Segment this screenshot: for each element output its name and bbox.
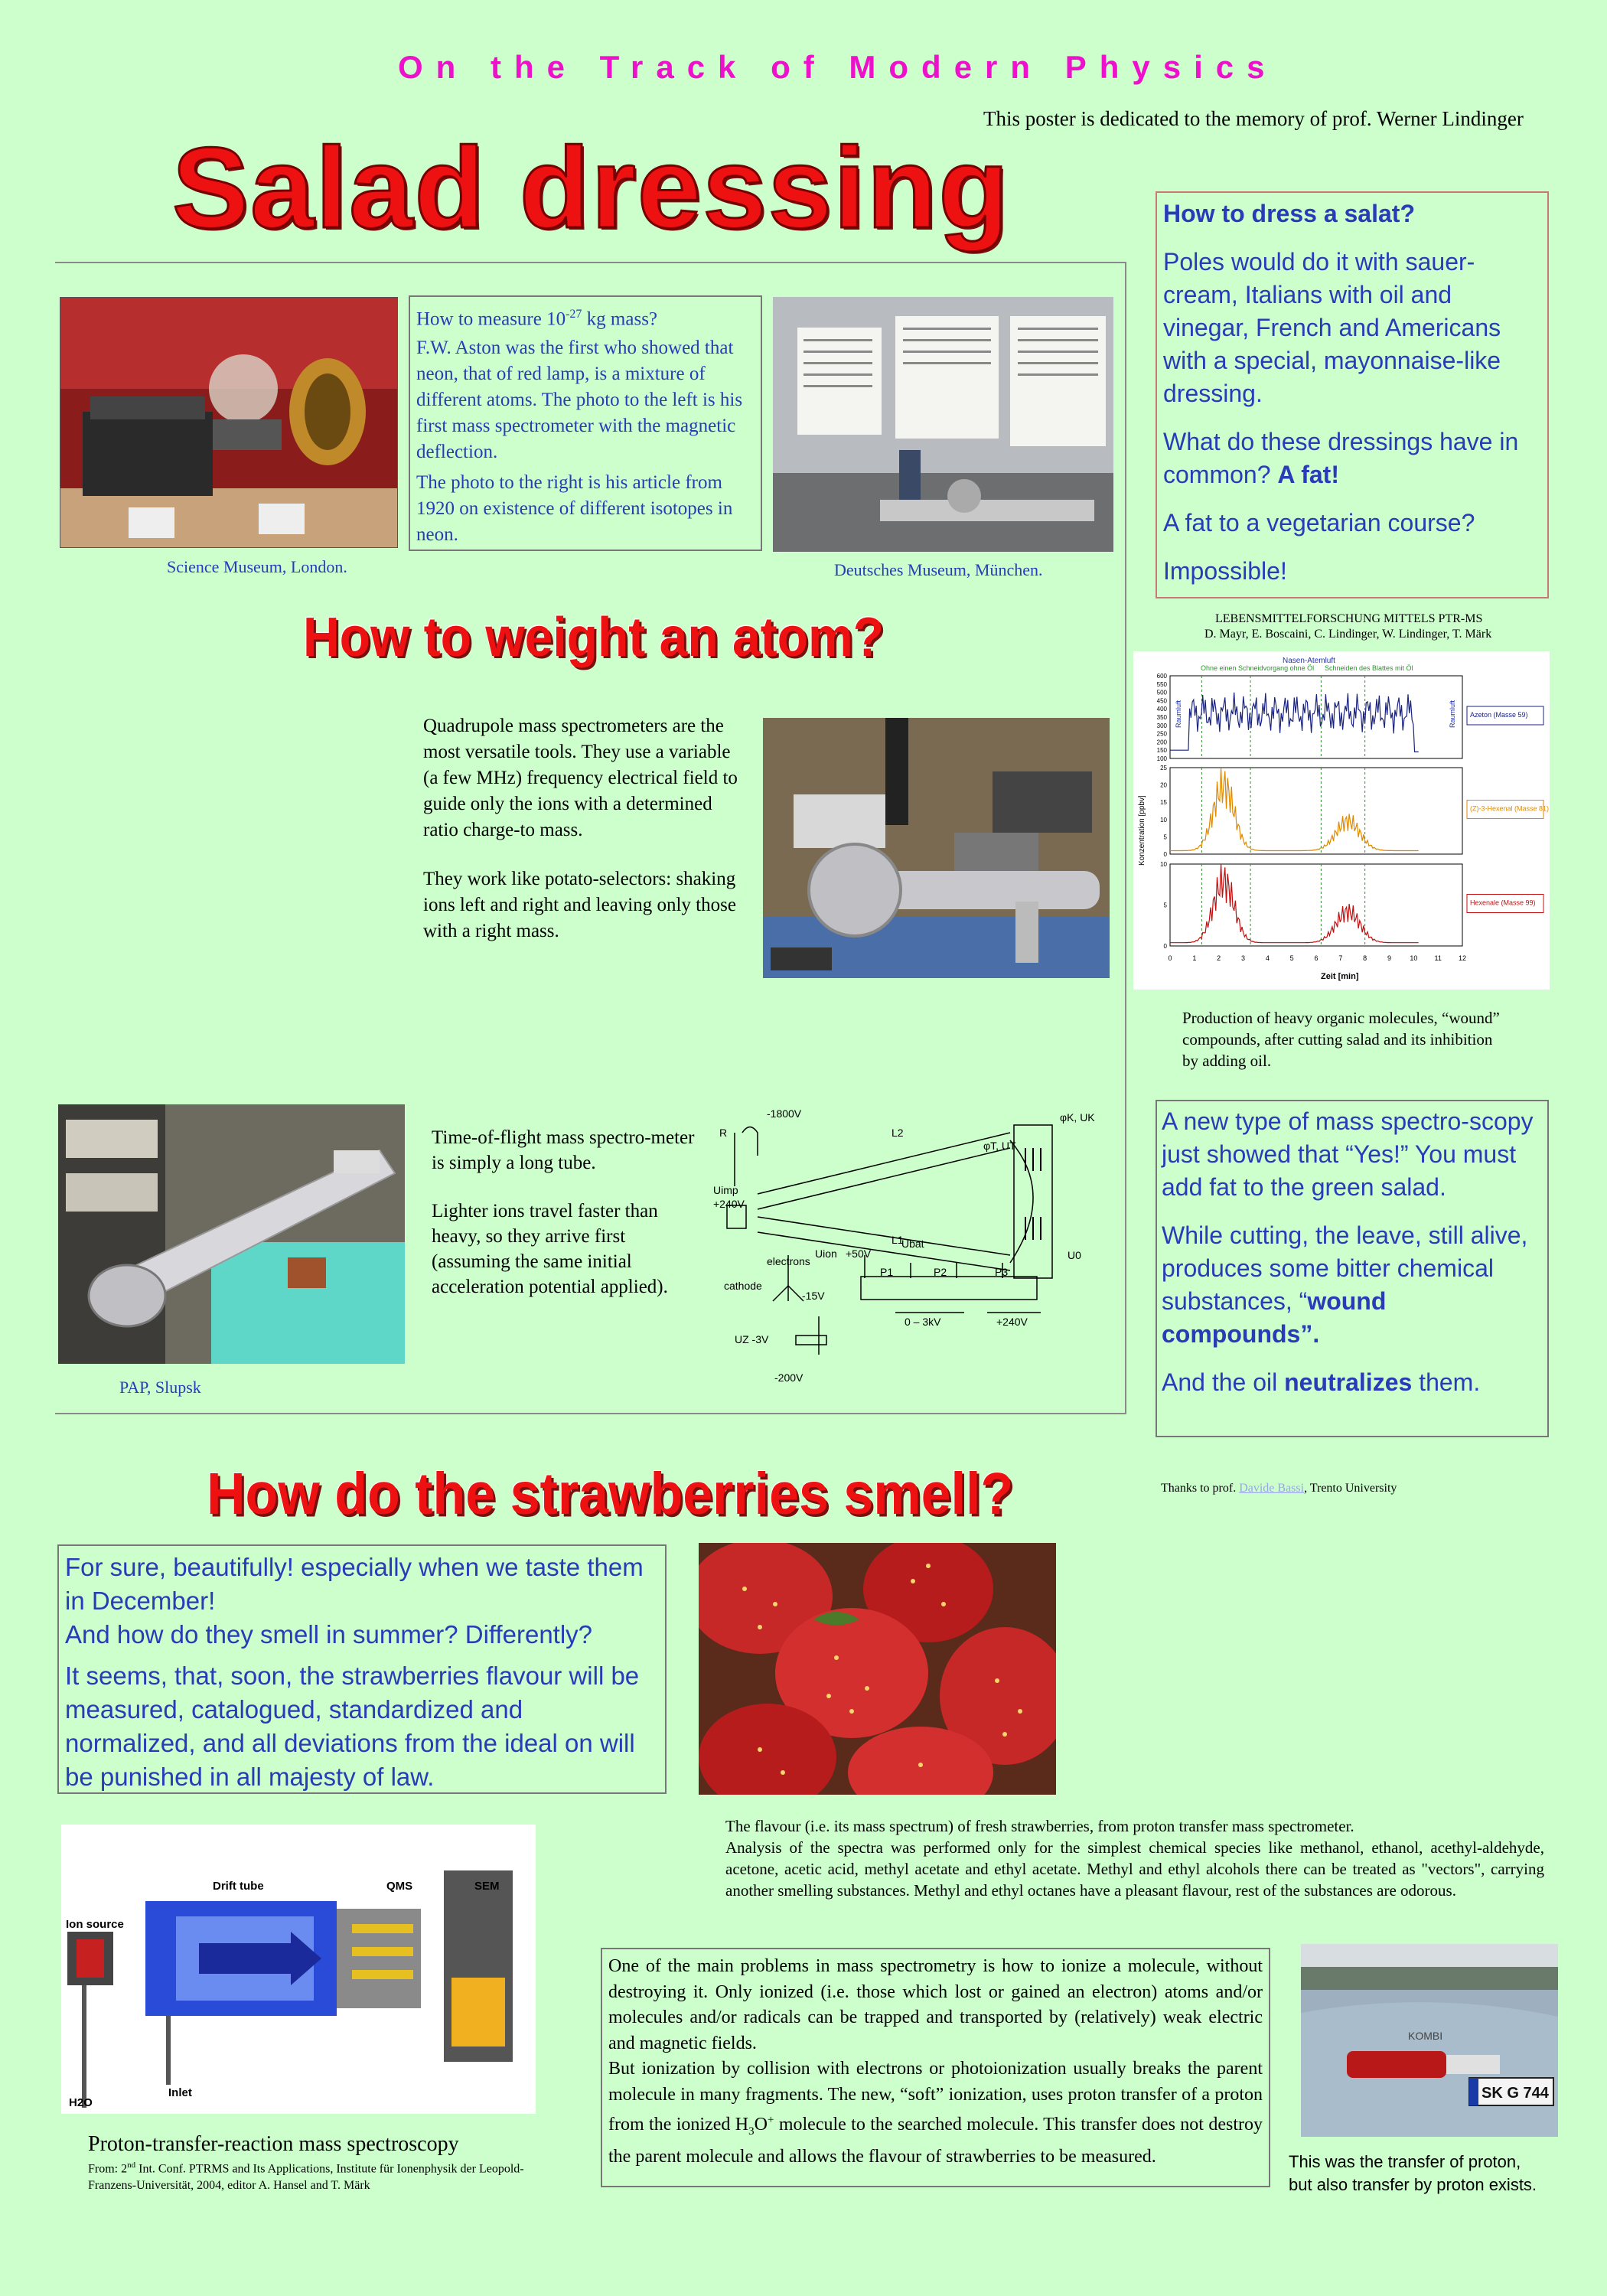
tof-l1: L1 bbox=[892, 1234, 904, 1246]
yes-p3-pre: And the oil bbox=[1162, 1368, 1285, 1396]
chart-xtick-label: 10 bbox=[1410, 954, 1418, 962]
chart-xlabel: Zeit [min] bbox=[1321, 972, 1359, 981]
tof-p1: Time-of-flight mass spectro-meter is simply a long tube. bbox=[432, 1127, 695, 1173]
chart-ytick-label: 600 bbox=[1156, 673, 1167, 680]
aston-q-exp: -27 bbox=[566, 308, 582, 321]
ptr-from-post: Int. Conf. PTRMS and Its Applications, Institute für Ionenphysik der Leopold-Franzens-Universität, 2004, editor A. Hansel and T. Märk bbox=[88, 2162, 524, 2193]
chart-caption: Production of heavy organic molecules, “wound” compounds, after cutting salad and its inhibition by adding oil. bbox=[1182, 1009, 1500, 1070]
chart-ytick-label: 450 bbox=[1156, 697, 1167, 705]
chart-xtick-label: 9 bbox=[1387, 954, 1392, 962]
chart-panel-frame bbox=[1170, 676, 1462, 758]
aston-question bbox=[416, 302, 755, 332]
ionize-p1: One of the main problems in mass spectrometry is how to ionize a molecule, without destroying it. Only ionized (i.e. those which lost or gained an electron) atoms and/or molecules and/or radicals can be trapped and transported by (relatively) weak electric and magnetic fields. bbox=[608, 1956, 1263, 2053]
chart-ylabel: Konzentration [ppbv] bbox=[1138, 795, 1146, 866]
yes-p3-bold: neutralizes bbox=[1284, 1368, 1413, 1396]
strawberry-box bbox=[57, 1544, 667, 1794]
ptrms-chart bbox=[1133, 651, 1550, 990]
car-plate: SK G 744 bbox=[1482, 2085, 1549, 2102]
aston-p2: The photo to the right is his article from 1920 on existence of different isotopes in neon. bbox=[416, 472, 733, 546]
tof-caption: PAP, Slupsk bbox=[119, 1378, 201, 1397]
chart-right-annot: Schneiden des Blattes mit Öl bbox=[1325, 664, 1413, 672]
ptr-from-sup: nd bbox=[127, 2161, 136, 2170]
ionize-p2 bbox=[608, 2056, 1263, 2170]
ptr-title: Proton-transfer-reaction mass spectroscopy bbox=[88, 2132, 459, 2156]
atom-heading: How to weight an atom? bbox=[303, 605, 884, 668]
ptr-qms: QMS bbox=[386, 1880, 413, 1893]
thanks-line bbox=[1161, 1482, 1397, 1495]
chart-ytick-label: 10 bbox=[1160, 816, 1167, 823]
flavour-p1: The flavour (i.e. its mass spectrum) of fresh strawberries, from proton transfer mass spectrometer. bbox=[725, 1817, 1354, 1835]
tof-p2: Lighter ions travel faster than heavy, so they arrive first (assuming the same initial acceleration potential applied). bbox=[432, 1201, 668, 1297]
divider-top bbox=[55, 262, 1126, 263]
chart-ytick-label: 300 bbox=[1156, 722, 1167, 729]
aston-p1: F.W. Aston was the first who showed that neon, that of red lamp, is a mixture of different atoms. The photo to the left is his first mass spectrometer with the magnetic deflection. bbox=[416, 338, 743, 463]
chart-ytick-label: 15 bbox=[1160, 799, 1167, 807]
tof-u0: U0 bbox=[1068, 1249, 1081, 1261]
chart-ytick-label: 0 bbox=[1163, 851, 1167, 858]
ionize-p2-mid: O bbox=[754, 2115, 768, 2135]
chart-xtick-label: 5 bbox=[1289, 954, 1294, 962]
strawberry-p2: And how do they smell in summer? Differently? bbox=[65, 1620, 593, 1649]
quadrupole-photo bbox=[763, 718, 1110, 978]
chart-side-right: Raumluft bbox=[1449, 700, 1456, 728]
caption-deutsches-museum: Deutsches Museum, München. bbox=[834, 560, 1043, 579]
tof-v240a: +240V bbox=[713, 1198, 745, 1210]
aston-text-box bbox=[409, 295, 762, 551]
main-title: Salad dressing bbox=[172, 123, 1011, 252]
quad-p2: They work like potato-selectors: shaking ions left and right and leaving only those with a right mass. bbox=[423, 869, 736, 941]
chart-xtick-label: 2 bbox=[1217, 954, 1221, 962]
ptr-ion-source: Ion source bbox=[66, 1918, 124, 1931]
chart-ytick-label: 25 bbox=[1160, 765, 1167, 771]
tof-v50: +50V bbox=[846, 1247, 872, 1260]
salat-p2-text: What do these dressings have in common? bbox=[1163, 428, 1519, 488]
tof-u-ion: Uion bbox=[815, 1247, 837, 1260]
chart-series-label: Hexenale (Masse 99) bbox=[1470, 899, 1536, 907]
chart-ytick-label: 250 bbox=[1156, 730, 1167, 738]
chart-series-line bbox=[1170, 864, 1419, 943]
yes-p3-post: them. bbox=[1412, 1368, 1481, 1396]
thanks-post: , Trento University bbox=[1304, 1482, 1397, 1495]
chart-ytick-label: 550 bbox=[1156, 680, 1167, 688]
chart-side-left: Raumluft bbox=[1175, 700, 1182, 728]
tof-v200: -200V bbox=[774, 1371, 804, 1384]
ptr-inlet: Inlet bbox=[168, 2086, 192, 2099]
ptr-from-pre: From: 2 bbox=[88, 2162, 128, 2176]
ionize-p2-pre: But ionization by collision with electrons or photoionization usually breaks the parent molecule in many fragments. The new, “soft” ionization, uses proton transfer of a proton from the ionized H bbox=[608, 2059, 1263, 2135]
chart-xtick-label: 12 bbox=[1458, 954, 1467, 962]
tof-l2: L2 bbox=[892, 1127, 904, 1139]
chart-panel-frame bbox=[1170, 768, 1462, 854]
chart-ytick-label: 400 bbox=[1156, 706, 1167, 713]
strawberry-p1: For sure, beautifully! especially when we taste them in December! bbox=[65, 1553, 644, 1615]
strawberries-photo bbox=[699, 1543, 1056, 1795]
chart-top-label: Nasen-Atemluft bbox=[1283, 657, 1335, 665]
yes-p3 bbox=[1162, 1366, 1543, 1399]
chart-ytick-label: 20 bbox=[1160, 781, 1167, 789]
caption-science-museum: Science Museum, London. bbox=[167, 557, 347, 576]
yes-box bbox=[1156, 1100, 1549, 1437]
chart-ytick-label: 5 bbox=[1163, 902, 1167, 909]
chart-title-line1: LEBENSMITTELFORSCHUNG MITTELS PTR-MS bbox=[1215, 612, 1483, 625]
tof-v-phi: φK, UK bbox=[1060, 1111, 1095, 1124]
aston-q-post: kg mass? bbox=[582, 308, 658, 330]
ptr-h2o: H2O bbox=[69, 2096, 93, 2109]
aston-spectrometer-photo bbox=[60, 297, 398, 548]
ptr-source bbox=[88, 2157, 532, 2194]
salat-p4: Impossible! bbox=[1163, 557, 1287, 585]
chart-xtick-label: 7 bbox=[1338, 954, 1343, 962]
strawberry-p3: It seems, that, soon, the strawberries flavour will be measured, catalogued, standardized and normalized, and all deviations from the ideal on will be punished in all majesty of law. bbox=[65, 1662, 640, 1791]
car-caption-2: but also transfer by proton exists. bbox=[1289, 2175, 1537, 2194]
chart-ytick-label: 200 bbox=[1156, 739, 1167, 746]
salat-p3: A fat to a vegetarian course? bbox=[1163, 509, 1475, 536]
tof-p3: P3 bbox=[995, 1266, 1009, 1278]
chart-xtick-label: 8 bbox=[1363, 954, 1367, 962]
quad-text bbox=[423, 713, 745, 944]
ptr-diagram bbox=[61, 1825, 536, 2114]
chart-ytick-label: 350 bbox=[1156, 714, 1167, 721]
tof-diagram bbox=[712, 1102, 1102, 1389]
tof-phi-t: φT, UT bbox=[983, 1140, 1016, 1152]
chart-series-line bbox=[1170, 693, 1419, 752]
tof-cathode: cathode bbox=[724, 1280, 762, 1292]
chart-xtick-label: 6 bbox=[1314, 954, 1319, 962]
ptr-sem: SEM bbox=[474, 1880, 500, 1893]
tof-v240b: +240V bbox=[996, 1316, 1028, 1328]
salat-box bbox=[1156, 191, 1549, 598]
chart-ytick-label: 5 bbox=[1163, 833, 1167, 841]
chart-ytick-label: 100 bbox=[1156, 755, 1167, 762]
divider-vertical bbox=[1125, 262, 1126, 1414]
thanks-pre: Thanks to prof. bbox=[1161, 1482, 1240, 1495]
salat-p1: Poles would do it with sauer-cream, Italians with oil and vinegar, French and Americans with a special, mayonnaise-like dressing. bbox=[1163, 248, 1501, 407]
tof-v03k: 0 – 3kV bbox=[905, 1316, 941, 1328]
chart-xtick-label: 0 bbox=[1168, 954, 1172, 962]
chart-series-line bbox=[1170, 768, 1419, 851]
chart-panel-frame bbox=[1170, 864, 1462, 946]
yes-p2-bold: wound compounds”. bbox=[1162, 1287, 1387, 1348]
chart-series-label: Azeton (Masse 59) bbox=[1470, 711, 1528, 719]
ionize-box bbox=[601, 1948, 1270, 2187]
car-caption-1: This was the transfer of proton, bbox=[1289, 2152, 1521, 2171]
flavour-text bbox=[725, 1815, 1544, 1901]
car-badge: KOMBI bbox=[1408, 2030, 1443, 2042]
ionize-p2-sub: 3 bbox=[748, 2125, 755, 2138]
tof-p2: P2 bbox=[934, 1266, 947, 1278]
flavour-p2: Analysis of the spectra was performed only for the simplest chemical species like methanol, ethanol, acethyl-aldehyde, acetone, acetic acid, methyl acetate and ethyl acetate. Methyl and ethyl alcohols there can be treated as "vectors", carrying another smelling substances. Methyl and ethyl octanes have a pleasant flavour, rest of the substances are odorous. bbox=[725, 1838, 1544, 1900]
salat-p2-bold: A fat! bbox=[1277, 461, 1339, 488]
yes-p1: A new type of mass spectro-scopy just showed that “Yes!” You must add fat to the green salad. bbox=[1162, 1107, 1534, 1201]
salat-title: How to dress a salat? bbox=[1163, 200, 1415, 227]
chart-xtick-label: 1 bbox=[1192, 954, 1197, 962]
chart-ytick-label: 10 bbox=[1160, 861, 1167, 868]
chart-xtick-label: 3 bbox=[1240, 954, 1246, 962]
car-caption bbox=[1289, 2151, 1537, 2197]
chart-ytick-label: 150 bbox=[1156, 747, 1167, 755]
chart-ytick-label: 500 bbox=[1156, 689, 1167, 696]
strawberry-heading: How do the strawberries smell? bbox=[207, 1460, 1014, 1527]
ionize-p2-sup: + bbox=[767, 2114, 774, 2126]
deutsches-museum-photo bbox=[773, 297, 1113, 552]
chart-left-annot: Ohne einen Schneidvorgang ohne Öl bbox=[1201, 664, 1315, 672]
tof-u-imp: Uimp bbox=[713, 1184, 738, 1196]
aston-q-pre: How to measure 10 bbox=[416, 308, 566, 330]
quad-p1: Quadrupole mass spectrometers are the most versatile tools. They use a variable (a few MHz) frequency electrical field to guide only the ions with a determined ratio charge-to mass. bbox=[423, 716, 738, 840]
ionize-p2-post: molecule to the searched molecule. This transfer does not destroy the parent molecule and allows the flavour of strawberries to be measured. bbox=[608, 2115, 1263, 2167]
divider-middle bbox=[55, 1413, 1126, 1414]
chart-xtick-label: 4 bbox=[1265, 954, 1270, 962]
tof-r: R bbox=[719, 1127, 728, 1139]
chart-xtick-label: 11 bbox=[1434, 954, 1442, 962]
tof-uz: UZ -3V bbox=[735, 1333, 769, 1345]
chart-series-label: (Z)-3-Hexenal (Masse 81) bbox=[1470, 804, 1550, 813]
tof-v-top: -1800V bbox=[767, 1107, 802, 1120]
salat-p2 bbox=[1163, 426, 1541, 491]
car-photo bbox=[1301, 1944, 1558, 2137]
tof-electrons: electrons bbox=[767, 1255, 810, 1267]
tof-v15: -15V bbox=[802, 1290, 825, 1302]
series-title: On the Track of Modern Physics bbox=[398, 49, 1278, 85]
thanks-link[interactable]: Davide Bassi bbox=[1239, 1482, 1305, 1495]
tof-u-bat: Ubat bbox=[901, 1238, 924, 1250]
ptr-drift-tube: Drift tube bbox=[213, 1880, 264, 1893]
tof-text bbox=[432, 1125, 707, 1300]
tof-photo bbox=[58, 1104, 405, 1364]
chart-title-line2: D. Mayr, E. Boscaini, C. Lindinger, W. Lindinger, T. Märk bbox=[1204, 628, 1492, 641]
yes-p2 bbox=[1162, 1219, 1543, 1351]
chart-ytick-label: 0 bbox=[1163, 943, 1167, 950]
dedication: This poster is dedicated to the memory of prof. Werner Lindinger bbox=[983, 107, 1524, 130]
yes-p2-text: While cutting, the leave, still alive, produces some bitter chemical substances, “ bbox=[1162, 1221, 1528, 1315]
tof-p1: P1 bbox=[880, 1266, 894, 1278]
